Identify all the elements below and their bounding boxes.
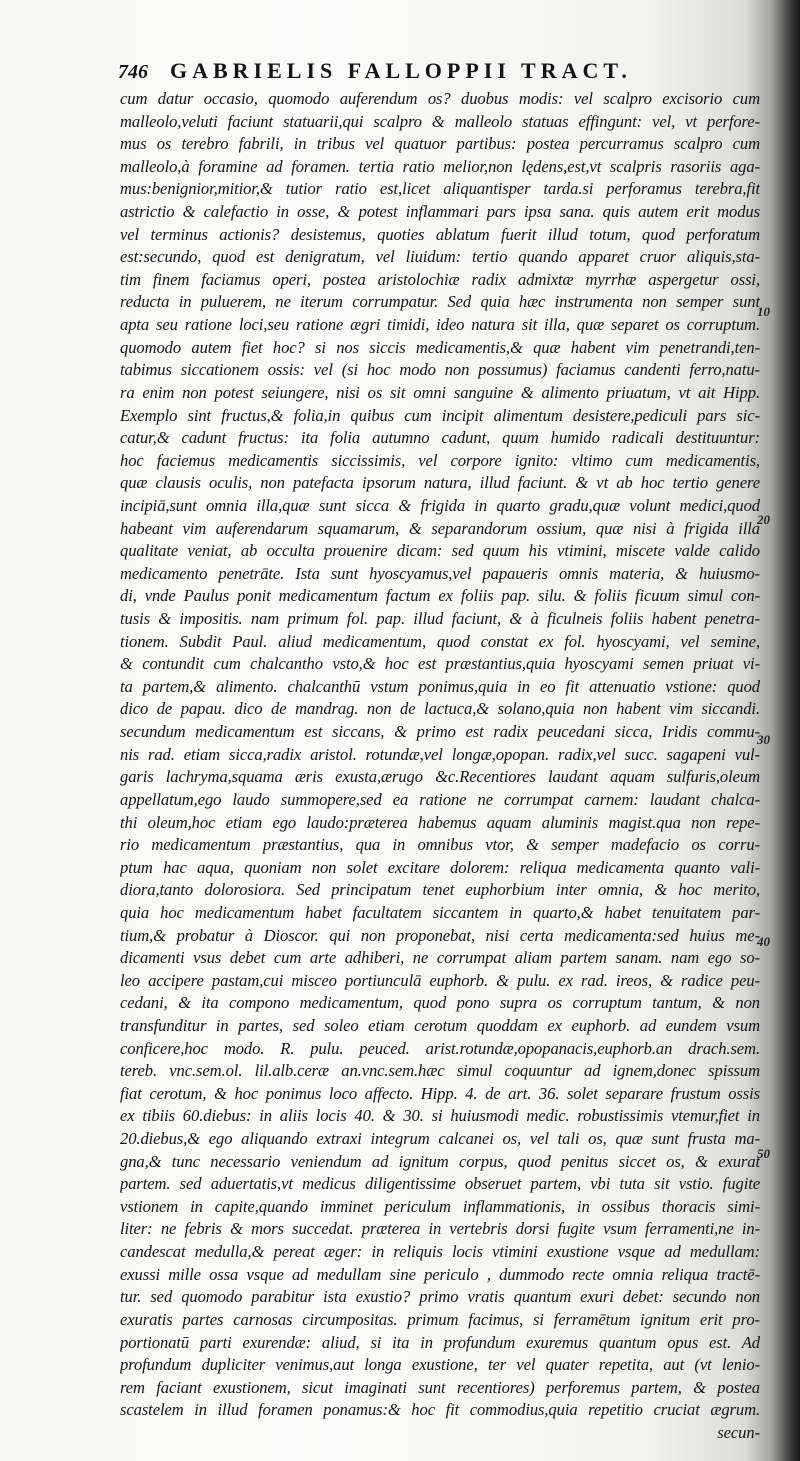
text-line: & contundit cum chalcantho vsto,& hoc est præstantius,quia hyoscyami semen priuat vi- <box>120 654 760 674</box>
text-line: tium,& probatur à Dioscor. qui non proponebat, nisi certa medicamenta:sed huius me- <box>120 925 760 945</box>
margin-line-number: 30 <box>757 732 770 747</box>
page-number: 746 <box>118 61 148 83</box>
text-line: 20.diebus,& ego aliquando extraxi integrum calcanei os, vel tali os, quæ sunt frusta ma- <box>120 1129 760 1149</box>
text-line: quomodo autem fiet hoc? si nos siccis medicamentis,& quæ habent vim penetrandi,ten- <box>120 337 760 357</box>
text-line: quæ clausis oculis, non patefacta ipsorum natura, illud faciunt. & vt ab hoc tertio genere <box>120 473 760 493</box>
text-line: ex tibiis 60.diebus: in aliis locis 40. & 30. si huiusmodi medic. robustissimis vtemur,fiet in <box>120 1106 760 1126</box>
text-line: vstionem in capite,quando imminet periculum inflammationis, in ossibus thoracis simi- <box>120 1196 760 1216</box>
text-line: liter: ne febris & mors succedat. præterea in vertebris dorsi fugite vsum ferramenti,ne in- <box>120 1219 760 1239</box>
text-line: candescat medulla,& pereat æger: in reliquis locis vtimini exustione vsque ad medullam: <box>120 1242 760 1262</box>
text-line: tionem. Subdit Paul. aliud medicamentum, quod constat ex fol. hyoscyami, vel semine, <box>120 631 760 651</box>
text-line: reducta in puluerem, ne iterum corrumpatur. Sed quia hæc instrumenta non semper sunt <box>120 292 760 312</box>
text-line: tabimus siccationem ossis: vel (si hoc modo non possumus) faciamus candenti ferro,natu- <box>120 360 760 380</box>
text-line: ta partem,& alimento. chalcanthū vstum ponimus,quia in eo fit attenuatio vstione: quod <box>120 676 760 696</box>
text-line: quia hoc medicamentum habet facultatem siccantem in quarto,& habet tenuitatem par- <box>120 902 760 922</box>
text-line: cedani, & ita compono medicamentum, quod pono supra os corruptum tantum, & non <box>120 993 760 1013</box>
text-line: rem faciant exustionem, sicut imaginati sunt recentiores) perforemus partem, & postea <box>120 1377 760 1397</box>
text-line: dico de papau. dico de mandrag. non de lactuca,& solano,quia non habent vim siccandi. <box>120 699 760 719</box>
text-line: tur. sed quomodo parabitur ista exustio? primo vratis quantum exuri debet: secundo non <box>120 1287 760 1307</box>
text-line: rio medicamentum præstantius, qua in omnibus vtor, & semper madefacio os corru- <box>120 835 760 855</box>
text-line: conficere,hoc modo. R. pulu. peuced. arist.rotundæ,opopanacis,euphorb.an drach.sem. <box>120 1038 760 1058</box>
text-line: ptum hac aqua, quoniam non solet excitare dolorem: reliqua medicamenta quanto vali- <box>120 857 760 877</box>
text-line: vel terminus actionis? desistemus, quoties ablatum fuerit illud totum, quod perforatum <box>120 224 760 244</box>
text-line: di, vnde Paulus ponit medicamentum factum ex foliis pap. silu. & foliis ficuum simul con- <box>120 586 760 606</box>
margin-line-number: 20 <box>757 512 770 527</box>
text-line: incipiā,sunt omnia illa,quæ sunt sicca & frigida in quarto gradu,quæ volunt medici,quod <box>120 495 760 515</box>
text-line: garis lachryma,squama æris exusta,ærugo &c.Recentiores laudant aquam sulfuris,oleum <box>120 767 760 787</box>
text-line: medicamento penetrāte. Ista sunt hyoscyamus,vel papaueris omnis materia, & huiusmo- <box>120 563 760 583</box>
text-line: tereb. vnc.sem.ol. lil.alb.ceræ an.vnc.sem.hæc simul coquuntur ad ignem,donec spissum <box>120 1061 760 1081</box>
text-line: exussi mille ossa vsque ad medullam sine periculo , dummodo recte omnia reliqua tractē- <box>120 1264 760 1284</box>
body-text <box>120 88 760 1445</box>
text-line: exuratis partes carnosas circumpositas. primum facimus, si ferramētum ignitum erit pro- <box>120 1309 760 1329</box>
text-line: cum datur occasio, quomodo auferendum os? duobus modis: vel scalpro excisorio cum <box>120 89 760 108</box>
text-line: partem. sed aduertatis,vt medicus diligentissime obseruet partem, vbi tuta sit vstio. fugite <box>120 1174 760 1194</box>
text-line: diora,tanto dolorosiora. Sed principatum tenet euphorbium inter omnia, & hoc merito, <box>120 880 760 900</box>
text-line: fiat cerotum, & hoc ponimus loco affecto. Hipp. 4. de art. 36. solet separare frustum ossis <box>120 1083 760 1103</box>
margin-line-number: 10 <box>757 304 770 319</box>
text-line: gna,& tunc necessario veniendum ad ignitum corpus, quod penitus siccet os, & exurat <box>120 1151 760 1171</box>
text-line: dicamenti vsus debet cum arte adhiberi, ne corrumpat aliam partem sanam. nam ego so- <box>120 948 760 968</box>
text-line: secundum medicamentum est siccans, & primo est radix peucedani sicca, Iridis commu- <box>120 722 760 742</box>
text-line: malleolo,à foramine ad foramen. tertia ratio melior,non lędens,est,vt scalpris rasoriis aga- <box>120 156 760 176</box>
text-line: scastelem in illud foramen ponamus:& hoc fit commodius,quia repetitio cruciat ægrum. <box>120 1400 760 1420</box>
text-line: transfunditur in partes, sed soleo etiam cerotum quoddam ex euphorb. ad eundem vsum <box>120 1015 760 1035</box>
running-title: GABRIELIS FALLOPPII TRACT. <box>170 58 632 83</box>
margin-line-number: 40 <box>757 934 770 949</box>
text-line: habeant vim auferendarum squamarum, & separandorum ossium, quæ nisi à frigida illa <box>120 518 760 538</box>
text-line: mus os terebro fabrili, in tribus vel quatuor partibus: postea percurramus scalpro cum <box>120 134 760 154</box>
text-line: appellatum,ego laudo summopere,sed ea ratione ne corrumpat carnem: laudant chalca- <box>120 789 760 809</box>
text-line: est:secundo, quod est denigratum, vel liuidum: tertio quando apparet cruor aliquis,sta- <box>120 247 760 267</box>
text-line: apta seu ratione loci,seu ratione ægri timidi, ideo natura sit illa, quæ separet os corruptum. <box>120 315 760 335</box>
text-line: tim finem faciamus operi, postea aristolochiæ radix admixtæ myrrhæ aspergetur ossi, <box>120 269 760 289</box>
text-line: leo accipere pastam,cui misceo portiunculā euphorb. & pulu. ex rad. ireos, & radice peu- <box>120 970 760 990</box>
text-line: qualitate veniat, ab occulta prouenire dicam: sed quum his vtimini, miscete valde calido <box>120 541 760 561</box>
text-line: tusis & impositis. nam primum fol. pap. illud faciunt, & à ficulneis foliis habent penetra- <box>120 609 760 629</box>
text-line: portionatū parti exurendæ: aliud, si ita in profundum exuremus quantum opus est. Ad <box>120 1332 760 1352</box>
text-line: ra enim non potest seiungere, nisi os sit omni sanguine & alimento priuatum, vt ait Hipp. <box>120 382 760 402</box>
text-line: mus:benignior,mitior,& tutior ratio est,licet aliquantisper tarda.si perforamus terebra,fit <box>120 179 760 199</box>
book-spine-shadow <box>772 0 800 1461</box>
page-header <box>118 58 738 88</box>
margin-line-number: 50 <box>757 1146 770 1161</box>
text-line: thi oleum,hoc etiam ego laudo:præterea habemus aquam aluminis magist.qua non repe- <box>120 812 760 832</box>
text-line: hoc faciemus medicamentis siccissimis, vel corpore ignito: vltimo cum medicamentis, <box>120 450 760 470</box>
text-line: malleolo,veluti faciunt statuarii,qui scalpro & malleolo statuas effingunt: vel, vt perfore- <box>120 111 760 131</box>
text-line: Exemplo sint fructus,& folia,in quibus cum incipit alimentum desistere,pediculi pars sic- <box>120 405 760 425</box>
text-line: catur,& cadunt fructus: ita folia autumno cadunt, quum humido radicali destituuntur: <box>120 428 760 448</box>
text-line: astrictio & calefactio in osse, & potest inflammari pars ipsa sana. quis autem erit modus <box>120 202 760 222</box>
text-line: secun- <box>717 1422 760 1442</box>
text-line: nis rad. etiam sicca,radix aristol. rotundæ,vel longæ,opopan. radix,vel succ. sagapeni vul- <box>120 744 760 764</box>
text-line: profundum dupliciter venimus,aut longa exustione, ter vel quater repetita, aut (vt lenio- <box>120 1355 760 1375</box>
